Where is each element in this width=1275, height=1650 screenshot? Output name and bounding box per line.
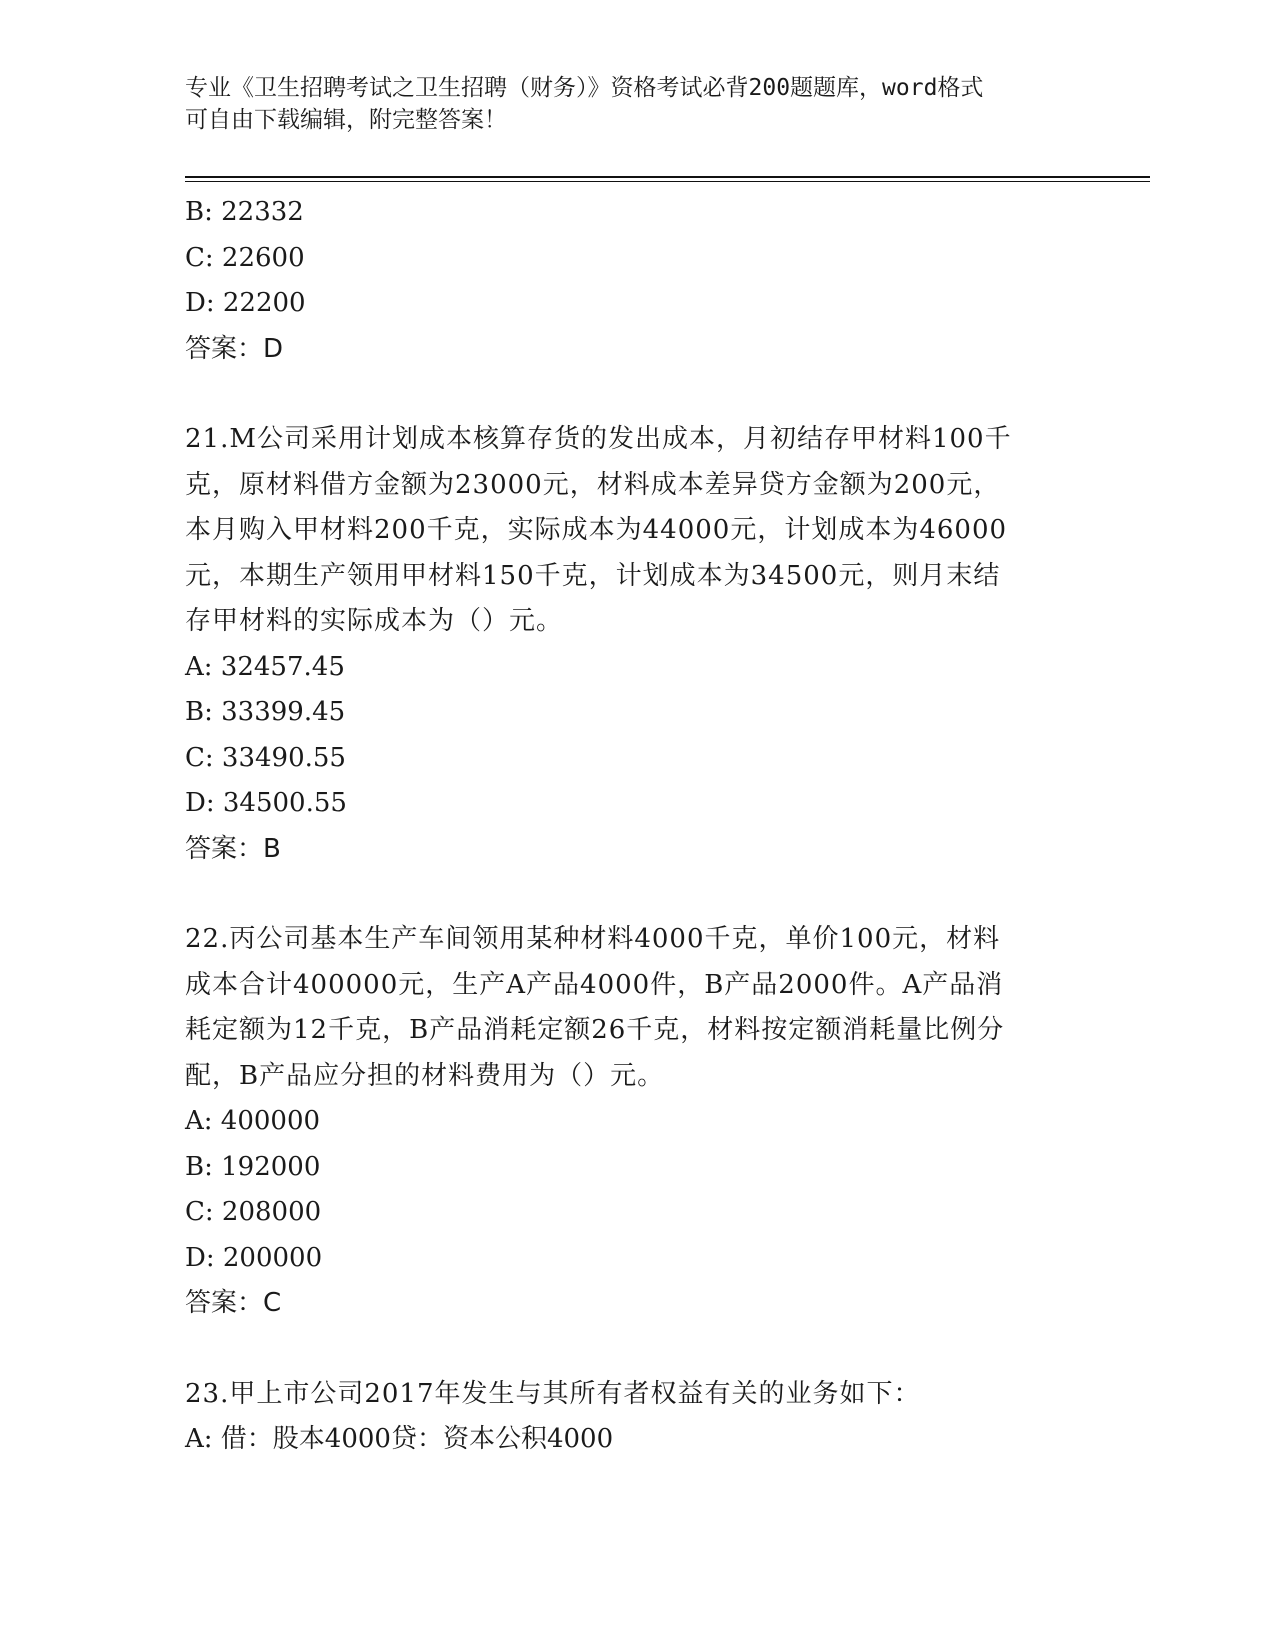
question-21 [185, 417, 1085, 872]
question-text-line: 23.甲上市公司2017年发生与其所有者权益有关的业务如下： [185, 1378, 921, 1409]
document-header [185, 72, 1085, 136]
header-title-line2: 可自由下载编辑，附完整答案！ [185, 107, 507, 133]
question-text-line: 本月购入甲材料200千克，实际成本为44000元，计划成本为46000 [185, 515, 1008, 545]
question-text-line: 21.M公司采用计划成本核算存货的发出成本，月初结存甲材料100千 [185, 424, 1012, 454]
option-d: D: 22200 [185, 288, 306, 318]
question-text-line: 成本合计400000元，生产A产品4000件，B产品2000件。A产品消 [185, 969, 1004, 1000]
option-b: B: 22332 [185, 197, 304, 227]
question-text-line: 存甲材料的实际成本为（）元。 [185, 606, 564, 636]
option-b: B: 192000 [185, 1151, 321, 1182]
header-title-line1: 专业《卫生招聘考试之卫生招聘（财务）》资格考试必背200题题库，word格式 [185, 75, 984, 101]
option-a: A: 400000 [185, 1106, 321, 1136]
option-a: A: 借：股本4000贷：资本公积4000 [185, 1424, 614, 1454]
option-b: B: 33399.45 [185, 697, 346, 727]
header-divider-thin [185, 181, 1150, 182]
question-20-tail [185, 190, 1085, 372]
question-text-line: 22.丙公司基本生产车间领用某种材料4000千克，单价100元，材料 [185, 924, 1001, 954]
question-23 [185, 1372, 1085, 1463]
question-22 [185, 917, 1085, 1327]
answer: 答案：D [185, 333, 284, 364]
option-c: C: 208000 [185, 1197, 322, 1227]
question-text-line: 克，原材料借方金额为23000元，材料成本差异贷方金额为200元， [185, 469, 1001, 500]
answer: 答案：B [185, 833, 281, 864]
option-d: D: 200000 [185, 1242, 323, 1273]
question-text-line: 耗定额为12千克，B产品消耗定额26千克，材料按定额消耗量比例分 [185, 1015, 1005, 1045]
option-d: D: 34500.55 [185, 788, 347, 818]
option-c: C: 22600 [185, 242, 305, 273]
question-text-line: 配，B产品应分担的材料费用为（）元。 [185, 1060, 665, 1091]
question-text-line: 元，本期生产领用甲材料150千克，计划成本为34500元，则月末结 [185, 560, 1001, 591]
option-c: C: 33490.55 [185, 742, 346, 773]
option-a: A: 32457.45 [185, 651, 345, 682]
header-divider-thick [185, 176, 1150, 178]
answer: 答案：C [185, 1288, 282, 1318]
document-body [185, 190, 1085, 1463]
